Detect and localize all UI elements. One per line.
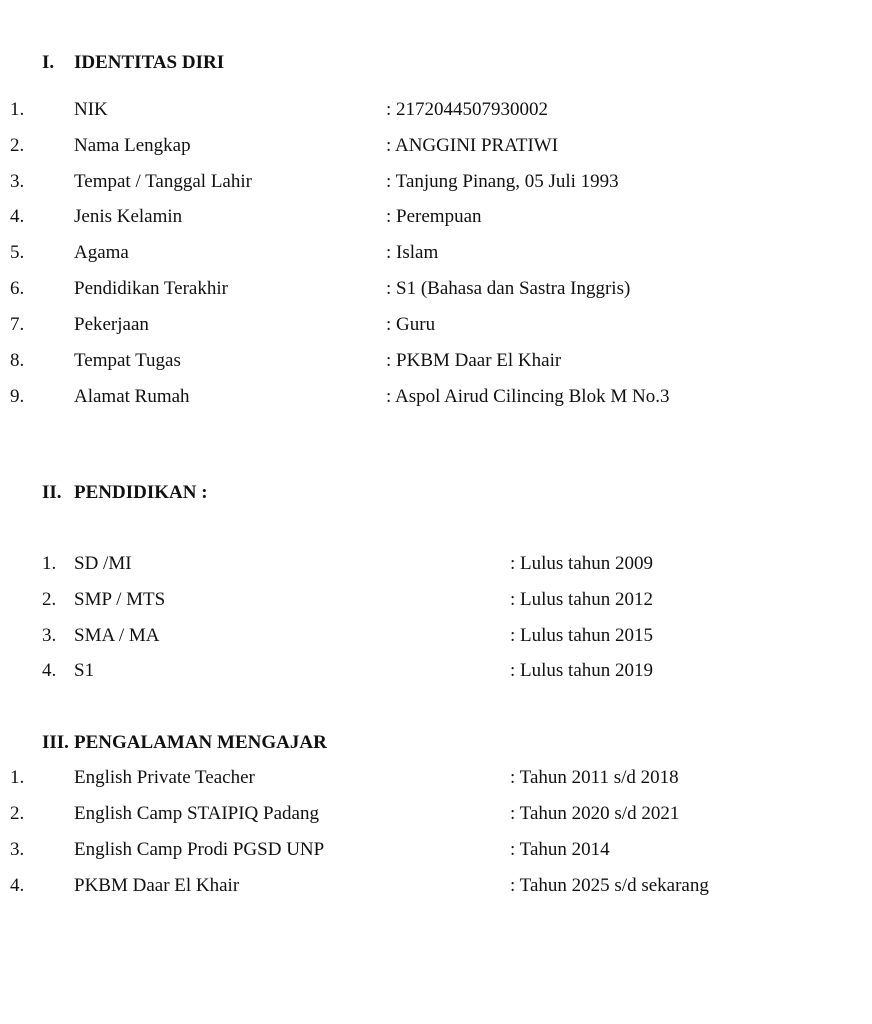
identitas-row [0, 278, 872, 302]
row-label: Nama Lengkap [74, 135, 191, 156]
pengalaman-row [0, 803, 872, 827]
row-value: : Lulus tahun 2019 [510, 660, 654, 681]
row-number: 4. [10, 875, 25, 896]
section-numeral: II. [42, 482, 62, 503]
identitas-row [0, 350, 872, 374]
row-label: S1 [74, 660, 95, 681]
row-value: : Tahun 2014 [510, 839, 610, 860]
row-number: 3. [42, 625, 57, 646]
row-label: Agama [74, 242, 129, 263]
row-label: English Private Teacher [74, 767, 255, 788]
row-value: : Tahun 2011 s/d 2018 [510, 767, 679, 788]
row-number: 2. [42, 589, 57, 610]
row-number: 5. [10, 242, 25, 263]
identitas-row [0, 171, 872, 195]
row-number: 2. [10, 803, 25, 824]
identitas-row [0, 135, 872, 159]
row-label: PKBM Daar El Khair [74, 875, 240, 896]
row-label: Tempat Tugas [74, 350, 181, 371]
row-number: 1. [42, 553, 57, 574]
row-value: : PKBM Daar El Khair [386, 350, 562, 371]
pengalaman-row [0, 767, 872, 791]
row-number: 4. [42, 660, 57, 681]
pendidikan-row [0, 589, 872, 613]
row-value: : Lulus tahun 2012 [510, 589, 654, 610]
row-label: NIK [74, 99, 108, 120]
row-value: : Guru [386, 314, 436, 335]
row-value: : S1 (Bahasa dan Sastra Inggris) [386, 278, 631, 299]
row-label: Pekerjaan [74, 314, 149, 335]
row-number: 3. [10, 839, 25, 860]
row-number: 8. [10, 350, 25, 371]
row-number: 9. [10, 386, 25, 407]
row-label: SD /MI [74, 553, 132, 574]
identitas-row [0, 206, 872, 230]
row-label: Alamat Rumah [74, 386, 190, 407]
section-numeral: I. [42, 52, 55, 73]
row-value: : Tahun 2025 s/d sekarang [510, 875, 709, 896]
row-value: : ANGGINI PRATIWI [386, 135, 559, 156]
identitas-row [0, 242, 872, 266]
row-number: 4. [10, 206, 25, 227]
row-value: : Islam [386, 242, 439, 263]
row-number: 3. [10, 171, 25, 192]
row-number: 6. [10, 278, 25, 299]
row-value: : 2172044507930002 [386, 99, 549, 120]
identitas-row [0, 314, 872, 338]
row-number: 7. [10, 314, 25, 335]
row-number: 1. [10, 99, 25, 120]
section-title: IDENTITAS DIRI [74, 52, 225, 73]
identitas-row [0, 99, 872, 123]
row-label: Jenis Kelamin [74, 206, 183, 227]
row-value: : Tanjung Pinang, 05 Juli 1993 [386, 171, 619, 192]
row-label: SMA / MA [74, 625, 160, 646]
pendidikan-row [0, 660, 872, 684]
pendidikan-row [0, 553, 872, 577]
row-number: 1. [10, 767, 25, 788]
row-label: English Camp Prodi PGSD UNP [74, 839, 325, 860]
row-label: English Camp STAIPIQ Padang [74, 803, 319, 824]
pengalaman-row [0, 875, 872, 899]
row-value: : Perempuan [386, 206, 482, 227]
row-value: : Aspol Airud Cilincing Blok M No.3 [386, 386, 670, 407]
row-label: Tempat / Tanggal Lahir [74, 171, 252, 192]
identitas-row [0, 386, 872, 410]
row-value: : Tahun 2020 s/d 2021 [510, 803, 680, 824]
section-title: PENGALAMAN MENGAJAR [74, 732, 327, 753]
pendidikan-row [0, 625, 872, 649]
section-numeral: III. [42, 732, 69, 753]
row-value: : Lulus tahun 2015 [510, 625, 654, 646]
row-label: SMP / MTS [74, 589, 166, 610]
section-title: PENDIDIKAN : [74, 482, 208, 503]
row-number: 2. [10, 135, 25, 156]
row-label: Pendidikan Terakhir [74, 278, 228, 299]
row-value: : Lulus tahun 2009 [510, 553, 654, 574]
pengalaman-row [0, 839, 872, 863]
